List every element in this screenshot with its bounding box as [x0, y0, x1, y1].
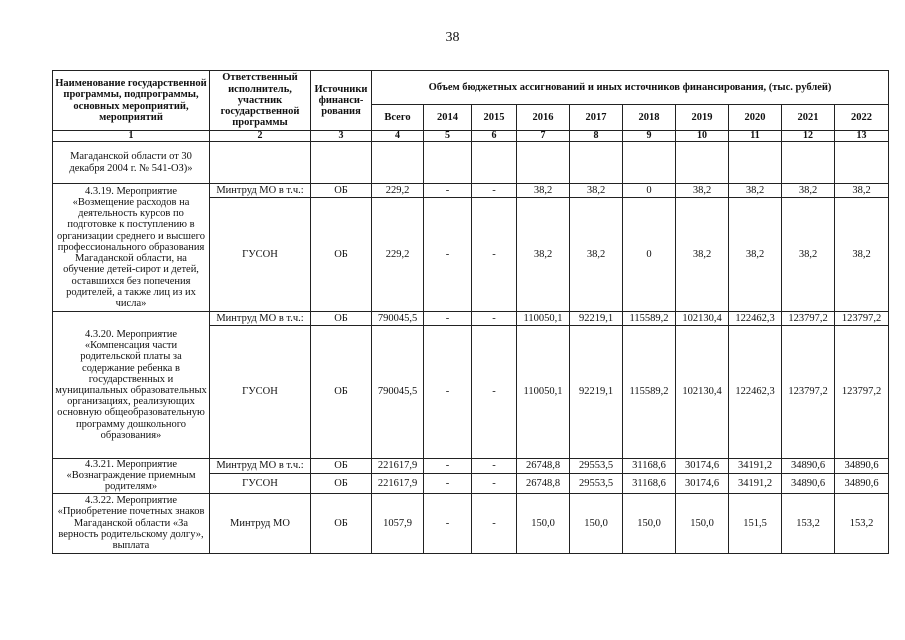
value-cell: 221617,9: [372, 474, 424, 493]
header-year: 2022: [835, 105, 889, 131]
program-name-cell: 4.3.21. Мероприятие «Вознаграждение приемным родителям»: [53, 459, 210, 494]
value-cell: [729, 142, 782, 184]
header-volume: Объем бюджетных ассигнований и иных источников финансирования, (тыс. рублей): [372, 71, 889, 105]
value-cell: -: [424, 459, 472, 474]
value-cell: 790045,5: [372, 312, 424, 326]
column-number: 10: [676, 131, 729, 142]
value-cell: 34191,2: [729, 474, 782, 493]
value-cell: 115589,2: [623, 312, 676, 326]
value-cell: 790045,5: [372, 326, 424, 459]
value-cell: -: [472, 312, 517, 326]
table-row: [53, 493, 889, 553]
header-year: 2016: [517, 105, 570, 131]
value-cell: -: [424, 184, 472, 198]
value-cell: 38,2: [570, 198, 623, 312]
value-cell: -: [424, 474, 472, 493]
value-cell: 34890,6: [835, 474, 889, 493]
executor-cell: Минтруд МО в т.ч.:: [210, 459, 311, 474]
source-cell: ОБ: [311, 312, 372, 326]
source-cell: ОБ: [311, 198, 372, 312]
column-number: 1: [53, 131, 210, 142]
value-cell: -: [472, 198, 517, 312]
source-cell: ОБ: [311, 493, 372, 553]
value-cell: 0: [623, 184, 676, 198]
value-cell: -: [472, 184, 517, 198]
value-cell: 38,2: [517, 198, 570, 312]
value-cell: -: [472, 474, 517, 493]
value-cell: 150,0: [570, 493, 623, 553]
column-number: 3: [311, 131, 372, 142]
value-cell: 153,2: [835, 493, 889, 553]
value-cell: 26748,8: [517, 474, 570, 493]
value-cell: 26748,8: [517, 459, 570, 474]
value-cell: 34191,2: [729, 459, 782, 474]
value-cell: 34890,6: [835, 459, 889, 474]
column-number: 6: [472, 131, 517, 142]
value-cell: 229,2: [372, 198, 424, 312]
executor-cell: Минтруд МО: [210, 493, 311, 553]
value-cell: 123797,2: [835, 326, 889, 459]
header-year: 2021: [782, 105, 835, 131]
table-row: [53, 459, 889, 474]
value-cell: 30174,6: [676, 474, 729, 493]
value-cell: -: [424, 493, 472, 553]
value-cell: -: [424, 198, 472, 312]
value-cell: 122462,3: [729, 312, 782, 326]
value-cell: -: [424, 326, 472, 459]
header-source: Источники финанси-рования: [311, 71, 372, 131]
value-cell: [835, 142, 889, 184]
header-executor: Ответственный исполнитель, участник государственной программы: [210, 71, 311, 131]
value-cell: [676, 142, 729, 184]
value-cell: 38,2: [676, 198, 729, 312]
column-number: 8: [570, 131, 623, 142]
executor-cell: ГУСОН: [210, 198, 311, 312]
value-cell: 38,2: [729, 198, 782, 312]
table-row: [53, 312, 889, 326]
value-cell: 229,2: [372, 184, 424, 198]
table-row: [53, 184, 889, 198]
column-number: 4: [372, 131, 424, 142]
value-cell: -: [424, 312, 472, 326]
value-cell: 123797,2: [782, 312, 835, 326]
source-cell: ОБ: [311, 459, 372, 474]
value-cell: 110050,1: [517, 326, 570, 459]
source-cell: ОБ: [311, 184, 372, 198]
header-name: Наименование государственной программы, подпрограммы, основных мероприятий, мероприятий: [53, 71, 210, 131]
source-cell: ОБ: [311, 326, 372, 459]
value-cell: 153,2: [782, 493, 835, 553]
value-cell: 29553,5: [570, 474, 623, 493]
executor-cell: Минтруд МО в т.ч.:: [210, 312, 311, 326]
value-cell: 38,2: [676, 184, 729, 198]
value-cell: 123797,2: [835, 312, 889, 326]
value-cell: 92219,1: [570, 312, 623, 326]
header-year: 2020: [729, 105, 782, 131]
column-numbers-row: [53, 131, 889, 142]
value-cell: [424, 142, 472, 184]
value-cell: 150,0: [676, 493, 729, 553]
source-cell: [311, 142, 372, 184]
header-year: Всего: [372, 105, 424, 131]
column-number: 9: [623, 131, 676, 142]
value-cell: 115589,2: [623, 326, 676, 459]
value-cell: 38,2: [570, 184, 623, 198]
program-name-cell: 4.3.20. Мероприятие «Компенсация части родительской платы за содержание ребенка в государственных и муниципальных образовательных организациях, реализующих основную общеобразовательную программу дошкольного образования»: [53, 312, 210, 459]
value-cell: 150,0: [517, 493, 570, 553]
program-name-cell: Магаданской области от 30 декабря 2004 г. № 541-ОЗ)»: [53, 142, 210, 184]
header-year: 2017: [570, 105, 623, 131]
executor-cell: [210, 142, 311, 184]
value-cell: 38,2: [729, 184, 782, 198]
value-cell: 123797,2: [782, 326, 835, 459]
column-number: 7: [517, 131, 570, 142]
value-cell: 38,2: [835, 184, 889, 198]
value-cell: [472, 142, 517, 184]
value-cell: 0: [623, 198, 676, 312]
value-cell: 31168,6: [623, 459, 676, 474]
value-cell: 38,2: [835, 198, 889, 312]
value-cell: 38,2: [782, 198, 835, 312]
value-cell: [623, 142, 676, 184]
column-number: 2: [210, 131, 311, 142]
column-number: 5: [424, 131, 472, 142]
value-cell: [372, 142, 424, 184]
value-cell: -: [472, 326, 517, 459]
value-cell: 38,2: [782, 184, 835, 198]
header-year: 2018: [623, 105, 676, 131]
column-number: 13: [835, 131, 889, 142]
value-cell: 92219,1: [570, 326, 623, 459]
value-cell: -: [472, 493, 517, 553]
executor-cell: ГУСОН: [210, 326, 311, 459]
value-cell: 110050,1: [517, 312, 570, 326]
value-cell: 122462,3: [729, 326, 782, 459]
value-cell: 34890,6: [782, 459, 835, 474]
budget-table: [52, 70, 889, 554]
value-cell: 221617,9: [372, 459, 424, 474]
value-cell: [782, 142, 835, 184]
value-cell: 30174,6: [676, 459, 729, 474]
value-cell: 34890,6: [782, 474, 835, 493]
executor-cell: Минтруд МО в т.ч.:: [210, 184, 311, 198]
executor-cell: ГУСОН: [210, 474, 311, 493]
value-cell: 38,2: [517, 184, 570, 198]
program-name-cell: 4.3.22. Мероприятие «Приобретение почетных знаков Магаданской области «За верность родительскому долгу», выплата: [53, 493, 210, 553]
header-year: 2019: [676, 105, 729, 131]
program-name-cell: 4.3.19. Мероприятие «Возмещение расходов на деятельность курсов по подготовке к поступлению в организации среднего и высшего профессионального образования Магаданской области, на обучение детей-сирот и детей, оставшихся без попечения родителей, а также лиц из их числа»: [53, 184, 210, 312]
value-cell: 1057,9: [372, 493, 424, 553]
header-year: 2014: [424, 105, 472, 131]
value-cell: 102130,4: [676, 326, 729, 459]
page-number: 38: [445, 30, 460, 45]
column-number: 11: [729, 131, 782, 142]
value-cell: 151,5: [729, 493, 782, 553]
value-cell: [517, 142, 570, 184]
value-cell: -: [472, 459, 517, 474]
column-number: 12: [782, 131, 835, 142]
value-cell: 29553,5: [570, 459, 623, 474]
value-cell: 150,0: [623, 493, 676, 553]
value-cell: 102130,4: [676, 312, 729, 326]
source-cell: ОБ: [311, 474, 372, 493]
table-row: [53, 142, 889, 184]
value-cell: [570, 142, 623, 184]
header-year: 2015: [472, 105, 517, 131]
value-cell: 31168,6: [623, 474, 676, 493]
